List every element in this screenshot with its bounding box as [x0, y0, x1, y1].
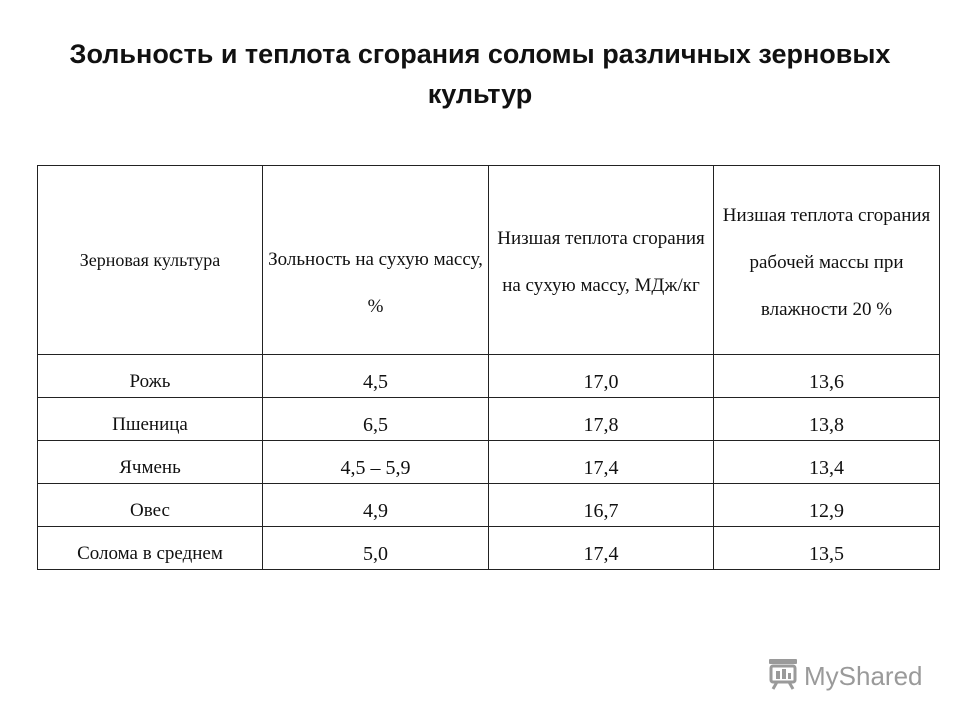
table-cell-heat-dry: 16,7: [489, 484, 714, 527]
watermark-text: MyShared: [804, 661, 923, 691]
table-row: [38, 527, 940, 570]
table-cell-heat-dry: 17,4: [489, 441, 714, 484]
column-header-heat-dry: Низшая теплота сгорания на сухую массу, МДж/кг: [489, 166, 714, 355]
column-header-heat-working: Низшая теплота сгорания рабочей массы при влажности 20 %: [714, 166, 940, 355]
myshared-logo-icon: [766, 655, 804, 698]
table-cell-heat-dry: 17,8: [489, 398, 714, 441]
table-cell-ash: 6,5: [263, 398, 489, 441]
table-row: [38, 398, 940, 441]
table-cell-ash: 4,9: [263, 484, 489, 527]
table-row: [38, 355, 940, 398]
column-header-ash-content: Зольность на сухую массу, %: [263, 166, 489, 355]
table-header-row: [38, 166, 940, 355]
table-cell-heat-working: 13,6: [714, 355, 940, 398]
watermark: [766, 655, 923, 698]
table-cell-heat-working: 13,5: [714, 527, 940, 570]
table-cell-crop: Пшеница: [38, 398, 263, 441]
table-cell-heat-working: 13,8: [714, 398, 940, 441]
data-table: [37, 165, 940, 570]
table-cell-heat-dry: 17,0: [489, 355, 714, 398]
table-cell-heat-dry: 17,4: [489, 527, 714, 570]
table-cell-heat-working: 13,4: [714, 441, 940, 484]
page-title: Зольность и теплота сгорания соломы различных зерновых культур: [69, 39, 891, 109]
table-cell-crop: Солома в среднем: [38, 527, 263, 570]
table-row: [38, 484, 940, 527]
table-cell-ash: 4,5 – 5,9: [263, 441, 489, 484]
column-header-crop: Зерновая культура: [38, 166, 263, 355]
table-cell-ash: 4,5: [263, 355, 489, 398]
table-cell-crop: Ячмень: [38, 441, 263, 484]
table-row: [38, 441, 940, 484]
table-cell-crop: Овес: [38, 484, 263, 527]
table-cell-crop: Рожь: [38, 355, 263, 398]
table-cell-ash: 5,0: [263, 527, 489, 570]
table-cell-heat-working: 12,9: [714, 484, 940, 527]
